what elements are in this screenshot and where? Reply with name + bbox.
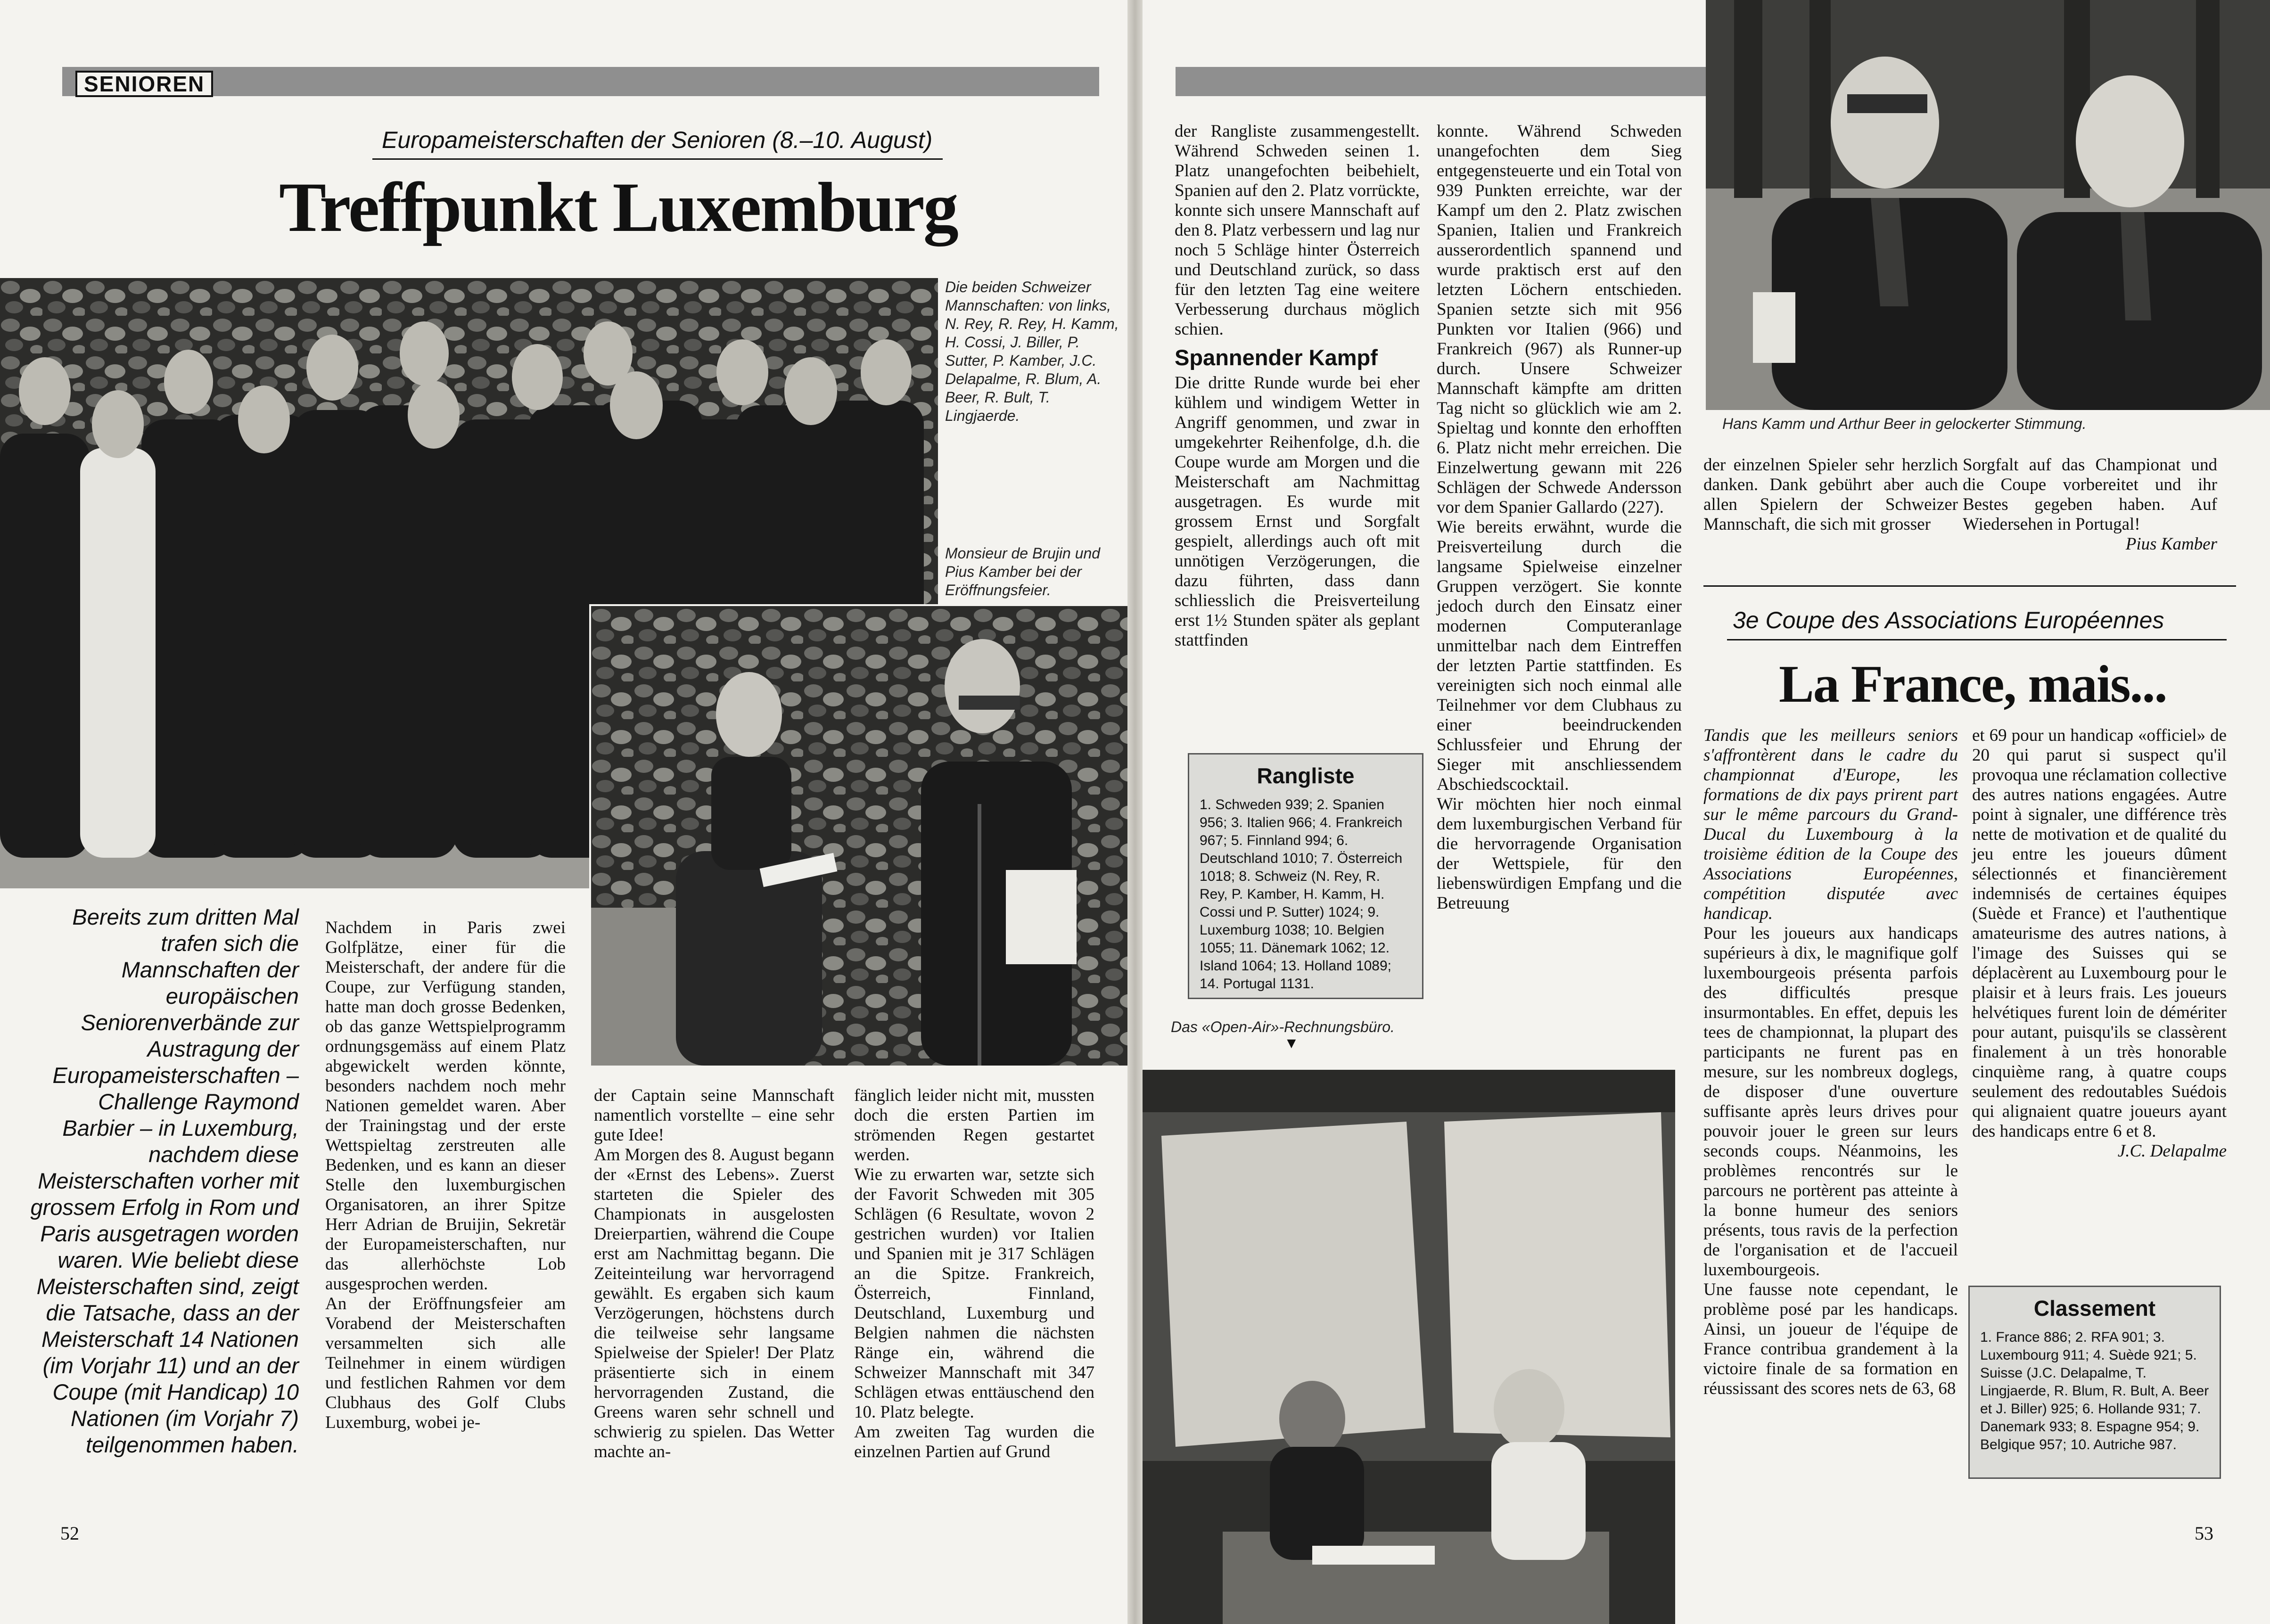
body-paragraph: Une fausse note cependant, le problème posé par les handicaps. Ainsi, un joueur de l'équipe de France contribua grandement à la victoire finale de sa formation en réussissant des scores nets de 63, 68: [1703, 1280, 1958, 1398]
french-column-1: [1703, 726, 1958, 1399]
right-page: [1143, 0, 2270, 1624]
body-column-3: [1703, 455, 1958, 534]
body-column-3: [854, 1086, 1094, 1462]
body-paragraph: konnte. Während Schweden unangefochten dem Sieg entgegensteuerte und ein Total von 939 Punkten erreichte, war der Kampf um den 2. Platz zwischen Spanien, Italien und Frankreich ausserordentlich spannend und wurde praktisch erst auf den letzten Löchern entschieden. Spanien setzte sich mit 956 Punkten vor Italien (966) und Frankreich (967) als Runner-up durch. Unsere Schweizer Mannschaft kämpfte am dritten Tag nicht so glücklich wie am 2. Spieltag und konnte den erhofften 6. Platz nicht mehr erreichen. Die Einzelwertung gewann mit 226 Schlägen der Schwede Andersson vor dem Spanier Gallardo (227).: [1437, 122, 1682, 517]
left-page: [0, 0, 1127, 1624]
caption-teams: Die beiden Schweizer Mannschaften: von links, N. Rey, R. Rey, H. Kamm, H. Cossi, J. Biller, P. Sutter, P. Kamber, J.C. Delapalme, R. Blum, A. Beer, R. Bult, T. Lingjaerde.: [945, 279, 1119, 424]
body-paragraph: der Rangliste zusammengestellt. Während Schweden seinen 1. Platz unangefochten beibehielt, Spanien auf den 2. Platz vorrückte, konnte sich unsere Mannschaft auf den 8. Platz verbessern und lag nur noch 5 Schläge hinter Österreich und Deutschland zurück, so dass für den letzten Tag eine weitere Verbesserung durchaus möglich schien.: [1175, 122, 1420, 339]
caption-opening-ceremony: Monsieur de Brujin und Pius Kamber bei der Eröffnungsfeier.: [945, 545, 1101, 599]
body-column-2: [594, 1086, 834, 1462]
opening-ceremony-photo: [589, 604, 1127, 1067]
classement-box: [1968, 1286, 2221, 1479]
french-kicker: 3e Coupe des Associations Européennes: [1733, 607, 2164, 633]
body-column-1: [1175, 122, 1420, 650]
page-number: 52: [60, 1523, 79, 1544]
computer-office-photo: [1143, 1070, 1675, 1624]
body-paragraph: Am Morgen des 8. August begann der «Ernst des Lebens». Zuerst starteten die Spieler des Championats in ausgelosten Dreierpartien, während die Coupe erst am Nachmittag begann. Die Zeiteinteilung war hervorragend gewählt. Es ergaben sich kaum Verzögerungen, höchstens durch die teilweise sehr langsame Spielweise der Spieler! Der Platz präsentierte sich in einem hervorragenden Zustand, die Greens waren sehr schnell und schwierig zu spielen. Das Wetter machte an-: [594, 1145, 834, 1461]
classement-text: 1. France 886; 2. RFA 901; 3. Luxembourg 911; 4. Suède 921; 5. Suisse (J.C. Delapalme, T. Lingjaerde, R. Blum, R. Bult, A. Beer et J. Biller) 925; 6. Hollande 931; 7. Danemark 933; 8. Espagne 954; 9. Belgique 957; 10. Autriche 987.: [1980, 1329, 2209, 1452]
body-column-4: [1963, 455, 2217, 554]
body-column-1: [325, 918, 566, 1433]
body-paragraph: Pour les joueurs aux handicaps supérieurs à dix, le magnifique golf luxembourgeois présenta parfois des difficultés presque insurmontables. En effet, depuis les tees de championnat, la plupart des participants ne furent pas en mesure, sur les nombreux doglegs, de disposer d'une ouverture suffisante après leurs drives pour pouvoir jouer le green sur leurs seconds coups. Néanmoins, les problèmes rencontrés sur le parcours ne portèrent pas atteinte à la bonne humeur des seniors présents, tous ravis de la perfection de l'organisation et de l'accueil luxembourgeois.: [1703, 924, 1958, 1280]
classement-title: Classement: [2033, 1296, 2156, 1321]
body-paragraph: Nachdem in Paris zwei Golfplätze, einer für die Meisterschaft, der andere für die Coupe, zur Verfügung standen, hatte man doch grosse Bedenken, ob das ganze Wettspielprogramm ordnungsgemäss auf einem Platz abgewickelt werden könnte, besonders nachdem noch mehr Nationen gemeldet waren. Aber der Trainingstag und der erste Wettspieltag zerstreuten alle Bedenken, und es kann an dieser Stelle den luxemburgischen Organisatoren, an ihrer Spitze Herr Adrian de Bruijin, Sekretär der Europameisterschaften, nur das allerhöchste Lob ausgesprochen werden.: [325, 918, 566, 1294]
body-column-2: [1437, 122, 1682, 913]
article-kicker: Europameisterschaften der Senioren (8.–10. August): [382, 127, 933, 153]
body-paragraph: An der Eröffnungsfeier am Vorabend der Meisterschaften versammelten sich alle Teilnehmer in einem würdigen und festlichen Rahmen vor dem Clubhaus des Golf Clubs Luxemburg, wobei je-: [325, 1294, 566, 1432]
article-headline: Treffpunkt Luxemburg: [279, 168, 957, 246]
subheading: Spannender Kampf: [1175, 345, 1378, 370]
french-lead: Tandis que les meilleurs seniors s'affrontèrent dans le cadre du championnat d'Europe, les formations de dix pays prirent part sur le même parcours du Grand-Ducal du Luxembourg à la troisième édition de la Coupe des Associations Européennes, compétition disputée avec handicap.: [1703, 726, 1958, 923]
signature-kamber: Pius Kamber: [2125, 534, 2217, 554]
page-gutter: [1127, 0, 1143, 1624]
body-paragraph: fänglich leider nicht mit, mussten doch die ersten Partien im strömenden Regen gestartet werden.: [854, 1086, 1094, 1165]
body-paragraph: der einzelnen Spieler sehr herzlich danken. Dank gebührt aber auch allen Spielern der Schweizer Mannschaft, die sich mit grosser: [1703, 455, 1958, 534]
body-paragraph: der Captain seine Mannschaft namentlich vorstellte – eine sehr gute Idee!: [594, 1086, 834, 1145]
french-headline: La France, mais...: [1779, 655, 2167, 714]
body-paragraph: et 69 pour un handicap «officiel» de 20 qui parut si suspect qu'il provoqua une réclamation collective des autres nations engagées. Autre point à signaler, une différence très nette de motivation et de qualité du jeu entre les joueurs dûment sélectionnés et financièrement indemnisés de certaines équipes (Suède et France) et l'authentique amateurisme des autres nations, à l'image des Suisses qui se déplacèrent au Luxembourg pour le plaisir et à leurs frais. Les joueurs helvétiques furent loin de démériter pour autant, puisqu'ils se classèrent finalement à un très honorable cinquième rang, à quatre coups seulement des redoutables Suédois qui alignaient quatre joueurs ayant des handicaps entre 6 et 8.: [1972, 726, 2227, 1141]
caption-office: Das «Open-Air»-Rechnungsbüro.: [1171, 1018, 1395, 1035]
french-column-2: [1972, 726, 2227, 1161]
body-paragraph: Wir möchten hier noch einmal dem luxemburgischen Verband für die hervorragende Organisation der Wettspiele, für den liebenswürdigen Empfang und die Betreuung: [1437, 795, 1682, 913]
body-paragraph: Sorgfalt auf das Championat und die Coupe vorbereitet und ihr Bestes gegeben haben. Auf Wiedersehen in Portugal!: [1963, 455, 2217, 534]
caption-arrow-icon: ▼: [1284, 1034, 1299, 1051]
rangliste-box: [1188, 753, 1423, 999]
signature-delapalme: J.C. Delapalme: [2117, 1141, 2227, 1161]
article-rule: [1703, 585, 2236, 587]
rangliste-title: Rangliste: [1257, 763, 1355, 788]
body-paragraph: Wie zu erwarten war, setzte sich der Favorit Schweden mit 305 Schlägen (6 Resultate, wovon 2 gestrichen wurden) vor Italien und Spanien mit je 317 Schlägen an die Spitze. Frankreich, Österreich, Finnland, Deutschland, Luxemburg und Belgien nahmen die nächsten Ränge ein, während die Schweizer Mannschaft mit 347 Schlägen etwas enttäuschend den 10. Platz belegte.: [854, 1165, 1094, 1422]
lead-paragraph: Bereits zum dritten Mal trafen sich die Mannschaften der europäischen Seniorenverbände zur Austragung der Europameisterschaften – Challenge Raymond Barbier – in Luxemburg, nachdem diese Meisterschaften vorher mit grossem Erfolg in Rom und Paris ausgetragen worden waren. Wie beliebt diese Meisterschaften sind, zeigt die Tatsache, dass an der Meisterschaft 14 Nationen (im Vorjahr 11) und an der Coupe (mit Handicap) 10 Nationen (im Vorjahr 7) teilgenommen haben.: [30, 904, 299, 1457]
section-bar: [62, 67, 1099, 96]
rangliste-text: 1. Schweden 939; 2. Spanien 956; 3. Italien 966; 4. Frankreich 967; 5. Finnland 994; 6. Deutschland 1010; 7. Österreich 1018; 8. Schweiz (N. Rey, R. Rey, P. Kamber, H. Kamm, H. Cossi und P. Sutter) 1024; 9. Luxemburg 1038; 10. Belgien 1055; 11. Dänemark 1062; 12. Island 1064; 13. Holland 1089; 14. Portugal 1131.: [1200, 797, 1403, 992]
kamm-beer-photo: [1706, 0, 2270, 410]
body-paragraph: Wie bereits erwähnt, wurde die Preisverteilung durch die langsame Spielweise einzelner Gruppen verzögert. Sie konnte jedoch durch den Einsatz einer modernen Computeranlage unmittelbar nach dem Eintreffen der letzten Partie stattfinden. Es vereinigten sich noch einmal alle Teilnehmer vor dem Clubhaus zu einer beeindruckenden Schlussfeier und Ehrung der Sieger mit anschliessendem Abschiedscocktail.: [1437, 517, 1682, 794]
body-paragraph: Am zweiten Tag wurden die einzelnen Partien auf Grund: [854, 1422, 1094, 1461]
section-label: SENIOREN: [75, 71, 213, 97]
kicker-rule: [1727, 639, 2227, 640]
body-paragraph: Die dritte Runde wurde bei eher kühlem und windigem Wetter in Angriff genommen, und zwar in umgekehrter Reihenfolge, d.h. die Coupe wurde am Morgen und die Meisterschaft am Nachmittag ausgetragen. Es wurde mit grossem Ernst und Sorgfalt gespielt, allerdings auch oft mit unnötigen Verzögerungen, die dazu führten, dass dann schliesslich die Preisverteilung erst 1½ Stunden später als geplant stattfinden: [1175, 373, 1420, 650]
caption-kamm-beer: Hans Kamm und Arthur Beer in gelockerter Stimmung.: [1722, 415, 2087, 432]
section-bar: [1176, 67, 1722, 96]
page-number: 53: [2195, 1523, 2213, 1544]
kicker-rule: [372, 158, 943, 160]
